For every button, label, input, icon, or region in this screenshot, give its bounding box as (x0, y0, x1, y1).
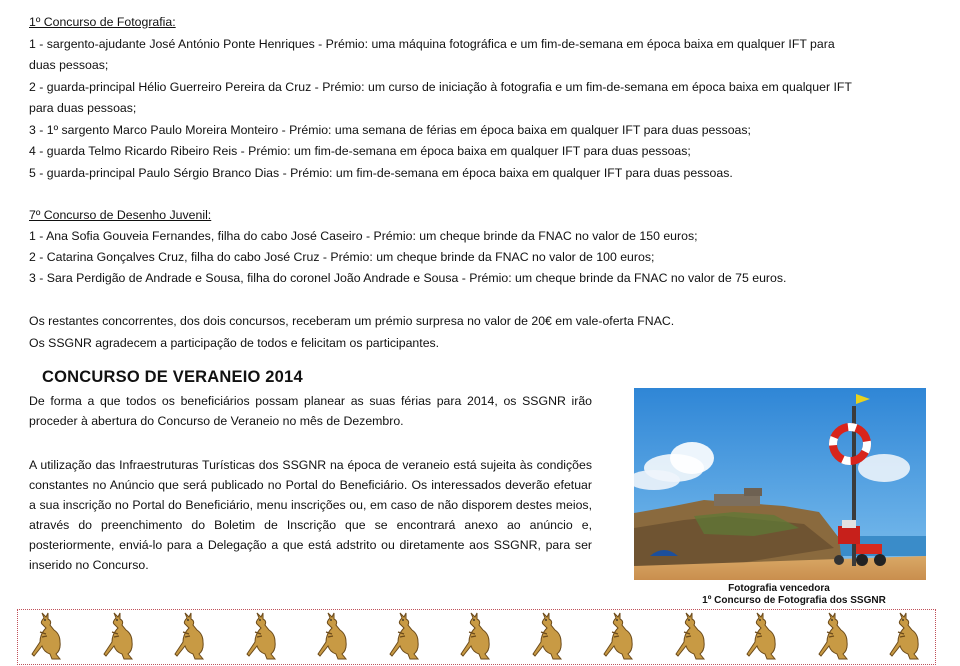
kangaroo-icon (173, 612, 213, 662)
photo-contest-line: duas pessoas; (29, 58, 109, 72)
kangaroo-icon (888, 612, 928, 662)
photo-contest-line: 2 - guarda-principal Hélio Guerreiro Pereira da Cruz - Prémio: um curso de iniciação à fotografia e um fim-de-semana em época baixa em qualquer IFT (29, 80, 852, 94)
kangaroo-icon (316, 612, 356, 662)
photo-caption-line-2: 1º Concurso de Fotografia dos SSGNR (702, 595, 886, 606)
veraneio-title: CONCURSO DE VERANEIO 2014 (42, 368, 303, 386)
kangaroo-icon (817, 612, 857, 662)
kangaroo-icon (531, 612, 571, 662)
kangaroo-icon (745, 612, 785, 662)
photo-contest-line: 3 - 1º sargento Marco Paulo Moreira Monteiro - Prémio: uma semana de férias em época baixa em qualquer IFT para duas pessoas; (29, 123, 751, 137)
photo-contest-line: 1 - sargento-ajudante José António Ponte Henriques - Prémio: uma máquina fotográfica e um fim-de-semana em época baixa em qualquer IFT para (29, 37, 835, 51)
kangaroo-icon (602, 612, 642, 662)
drawing-contest-line: 2 - Catarina Gonçalves Cruz, filha do cabo José Cruz - Prémio: um cheque brinde da FNAC no valor de 100 euros; (29, 250, 655, 264)
drawing-contest-line: 1 - Ana Sofia Gouveia Fernandes, filha do cabo José Caseiro - Prémio: um cheque brinde da FNAC no valor de 150 euros; (29, 229, 698, 243)
kangaroo-icon (245, 612, 285, 662)
kangaroo-icon (674, 612, 714, 662)
closing-line: Os restantes concorrentes, dos dois concursos, receberam um prémio surpresa no valor de 20€ em vale-oferta FNAC. (29, 314, 675, 328)
closing-line: Os SSGNR agradecem a participação de todos e felicitam os participantes. (29, 336, 440, 350)
veraneio-paragraph-1: De forma a que todos os beneficiários possam planear as suas férias para 2014, os SSGNR irão proceder à abertura do Concurso de Veraneio no mês de Dezembro. (29, 394, 592, 428)
kangaroo-icon (459, 612, 499, 662)
photo-contest-line: para duas pessoas; (29, 101, 137, 115)
photo-contest-line: 5 - guarda-principal Paulo Sérgio Branco Dias - Prémio: um fim-de-semana em época baixa em qualquer IFT para duas pessoas. (29, 166, 733, 180)
winning-photo (634, 388, 926, 580)
drawing-contest-line: 3 - Sara Perdigão de Andrade e Sousa, filha do coronel João Andrade e Sousa - Prémio: um cheque brinde da FNAC no valor de 75 euros. (29, 271, 787, 285)
photo-contest-heading: 1º Concurso de Fotografia: (29, 15, 176, 29)
kangaroo-icon (102, 612, 142, 662)
photo-contest-line: 4 - guarda Telmo Ricardo Ribeiro Reis - Prémio: um fim-de-semana em época baixa em qualquer IFT para duas pessoas; (29, 144, 691, 158)
veraneio-paragraph-2: A utilização das Infraestruturas Turísticas dos SSGNR na época de veraneio está sujeita às condições constantes no Anúncio que será publicado no Portal do Beneficiário. Os interessados deverão efetuar a sua inscrição no Portal do Beneficiário, menu inscrições ou, em caso de não disporem destes meios, através do preenchimento do Boletim de Inscrição que se encontrará anexo ao anúncio e, posteriormente, enviá-lo para a Delegação a que está adstrito ou diretamente aos SSGNR, para ser inserido no Concurso. (29, 458, 592, 572)
kangaroo-icon (388, 612, 428, 662)
photo-caption-line-1: Fotografia vencedora (728, 583, 830, 594)
drawing-contest-heading: 7º Concurso de Desenho Juvenil: (29, 208, 212, 222)
kangaroo-icon (30, 612, 70, 662)
